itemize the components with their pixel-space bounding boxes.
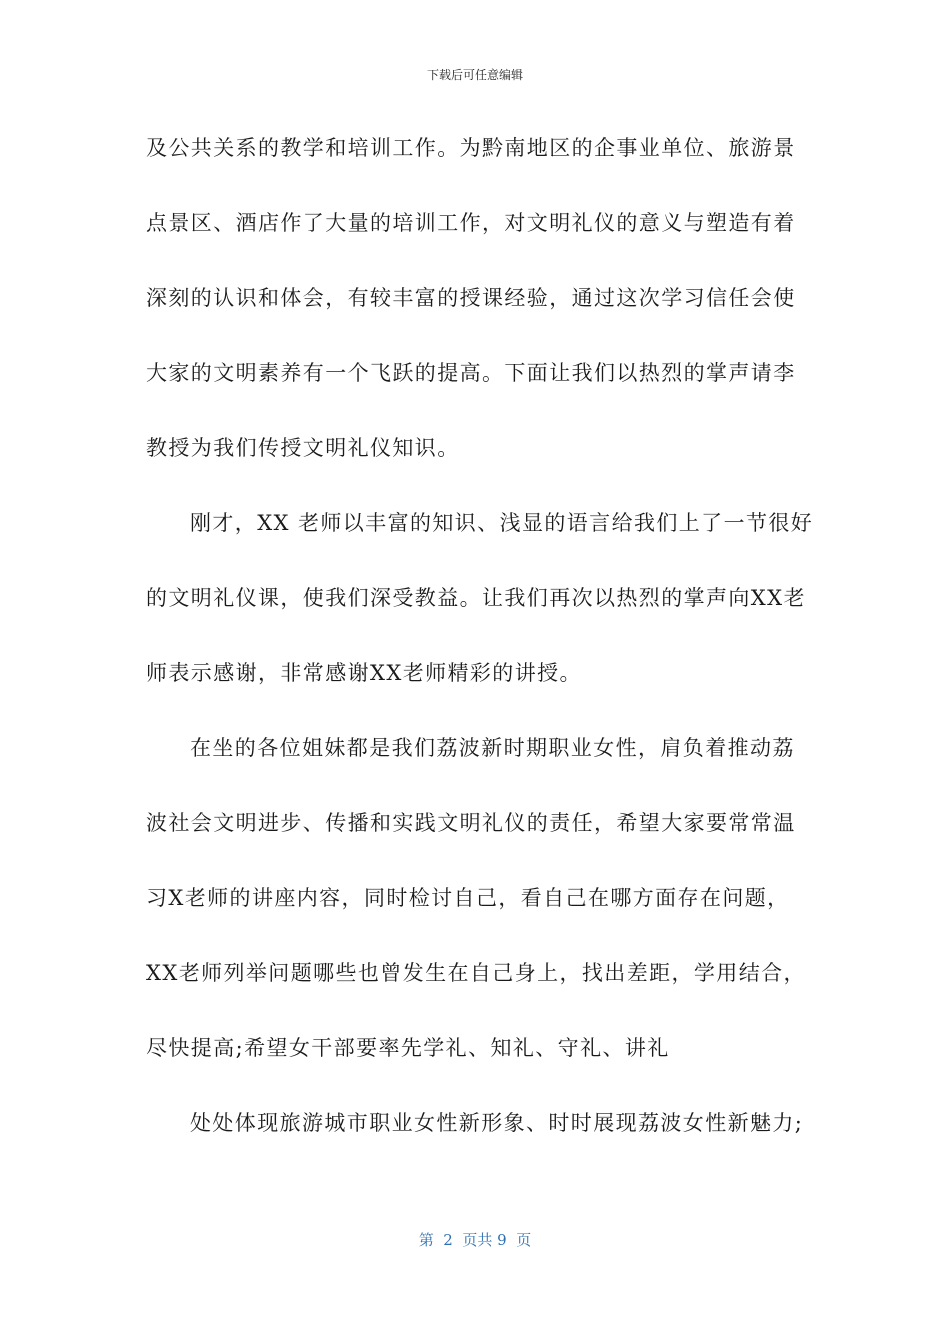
text-line: 深刻的认识和体会，有较丰富的授课经验，通过这次学习信任会使	[146, 286, 796, 310]
document-body	[146, 126, 814, 1176]
text-line: 师表示感谢，非常感谢XX老师精彩的讲授。	[146, 661, 582, 685]
paragraph-start-line: 刚才，XX 老师以丰富的知识、浅显的语言给我们上了一节很好	[190, 511, 814, 535]
text-line: 习X老师的讲座内容，同时检讨自己，看自己在哪方面存在问题，	[146, 886, 790, 910]
text-line: 的文明礼仪课，使我们深受教益。让我们再次以热烈的掌声向XX老	[146, 586, 806, 610]
text-line: 波社会文明进步、传播和实践文明礼仪的责任，希望大家要常常温	[146, 811, 796, 835]
page-number-footer: 第 2 页共 9 页	[418, 1231, 532, 1249]
text-line: 及公共关系的教学和培训工作。为黔南地区的企事业单位、旅游景	[146, 136, 796, 160]
text-line: 点景区、酒店作了大量的培训工作，对文明礼仪的意义与塑造有着	[146, 211, 796, 235]
text-line: 教授为我们传授文明礼仪知识。	[146, 436, 460, 460]
text-line: 大家的文明素养有一个飞跃的提高。下面让我们以热烈的掌声请李	[146, 361, 796, 385]
text-line: 尽快提高;希望女干部要率先学礼、知礼、守礼、讲礼	[146, 1036, 670, 1060]
page-header: 下载后可任意编辑	[426, 68, 523, 82]
paragraph-start-line: 处处体现旅游城市职业女性新形象、时时展现荔波女性新魅力;	[190, 1111, 804, 1135]
paragraph-start-line: 在坐的各位姐妹都是我们荔波新时期职业女性，肩负着推动荔	[190, 736, 795, 760]
text-line: XX老师列举问题哪些也曾发生在自己身上，找出差距，学用结合，	[146, 961, 806, 985]
